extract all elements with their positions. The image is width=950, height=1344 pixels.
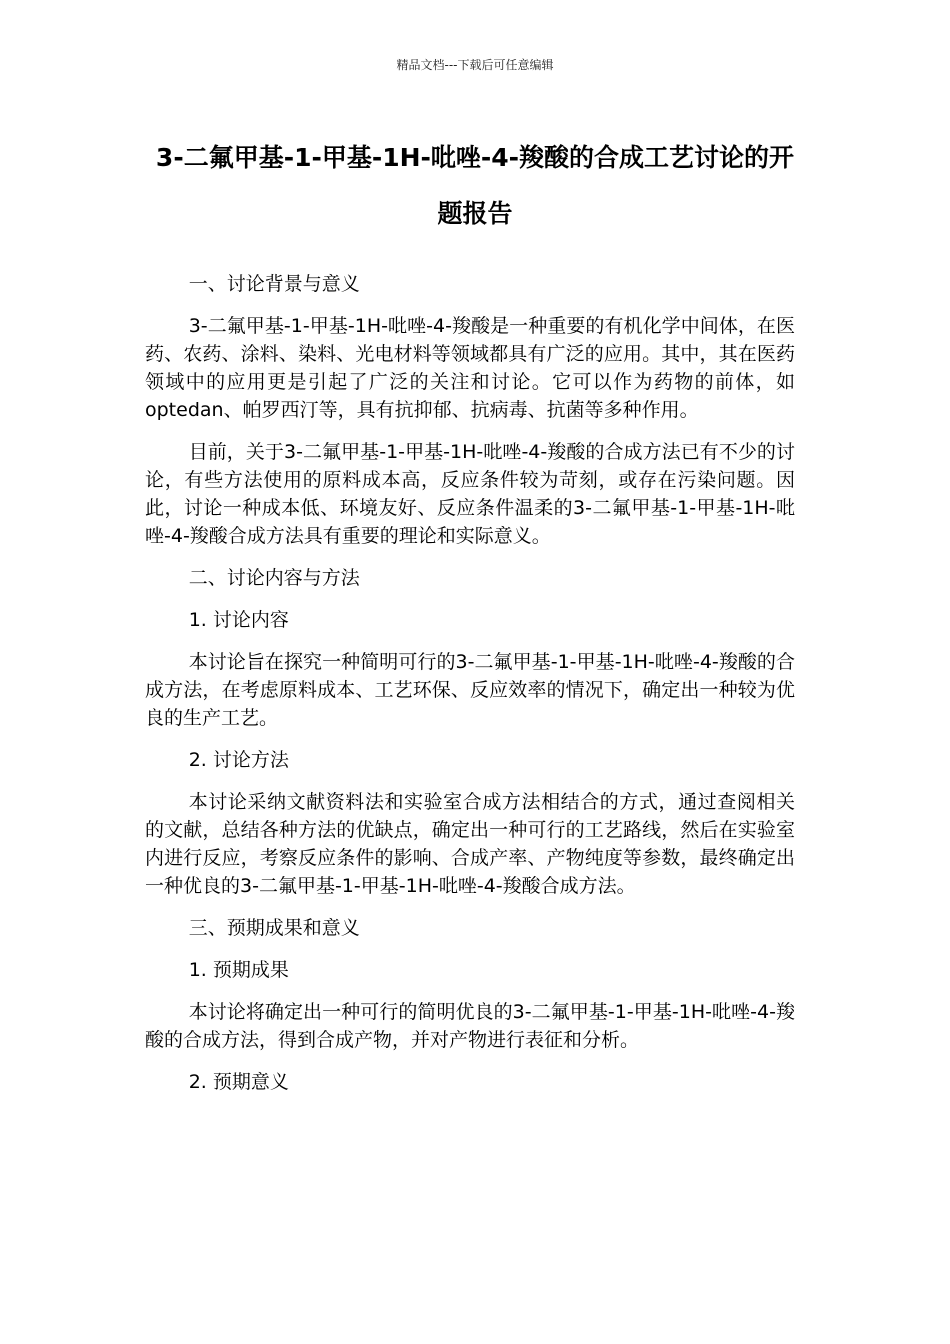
paragraph-method: 本讨论采纳文献资料法和实验室合成方法相结合的方式，通过查阅相关的文献，总结各种方法的优缺点，确定出一种可行的工艺路线，然后在实验室内进行反应，考察反应条件的影响、合成产率、产物纯度等参数，最终确定出一种优良的3-二氟甲基-1-甲基-1H-吡唑-4-羧酸合成方法。 [145, 791, 795, 897]
section-heading-background: 一、讨论背景与意义 [188, 273, 360, 295]
subheading-content: 1. 讨论内容 [188, 609, 289, 631]
section-heading-expected: 三、预期成果和意义 [188, 917, 360, 939]
paragraph-background-1: 3-二氟甲基-1-甲基-1H-吡唑-4-羧酸是一种重要的有机化学中间体，在医药、农药、涂料、染料、光电材料等领域都具有广泛的应用。其中，其在医药领域中的应用更是引起了广泛的关注和讨论。它可以作为药物的前体，如optedan、帕罗西汀等，具有抗抑郁、抗病毒、抗菌等多种作用。 [145, 315, 795, 421]
paragraph-content: 本讨论旨在探究一种简明可行的3-二氟甲基-1-甲基-1H-吡唑-4-羧酸的合成方法，在考虑原料成本、工艺环保、反应效率的情况下，确定出一种较为优良的生产工艺。 [145, 651, 795, 729]
paragraph-expected-results: 本讨论将确定出一种可行的简明优良的3-二氟甲基-1-甲基-1H-吡唑-4-羧酸的合成方法，得到合成产物，并对产物进行表征和分析。 [145, 1001, 795, 1051]
section-heading-content-method: 二、讨论内容与方法 [188, 567, 360, 589]
subheading-expected-significance: 2. 预期意义 [188, 1071, 289, 1093]
document-title: 3-二氟甲基-1-甲基-1H-吡唑-4-羧酸的合成工艺讨论的开题报告 [155, 143, 795, 228]
subheading-method: 2. 讨论方法 [188, 749, 289, 771]
subheading-expected-results: 1. 预期成果 [188, 959, 289, 981]
paragraph-background-2: 目前，关于3-二氟甲基-1-甲基-1H-吡唑-4-羧酸的合成方法已有不少的讨论，有些方法使用的原料成本高，反应条件较为苛刻，或存在污染问题。因此，讨论一种成本低、环境友好、反应条件温柔的3-二氟甲基-1-甲基-1H-吡唑-4-羧酸合成方法具有重要的理论和实际意义。 [145, 441, 795, 547]
document-body [145, 270, 795, 1110]
page-header: 精品文档---下载后可任意编辑 [396, 58, 554, 72]
